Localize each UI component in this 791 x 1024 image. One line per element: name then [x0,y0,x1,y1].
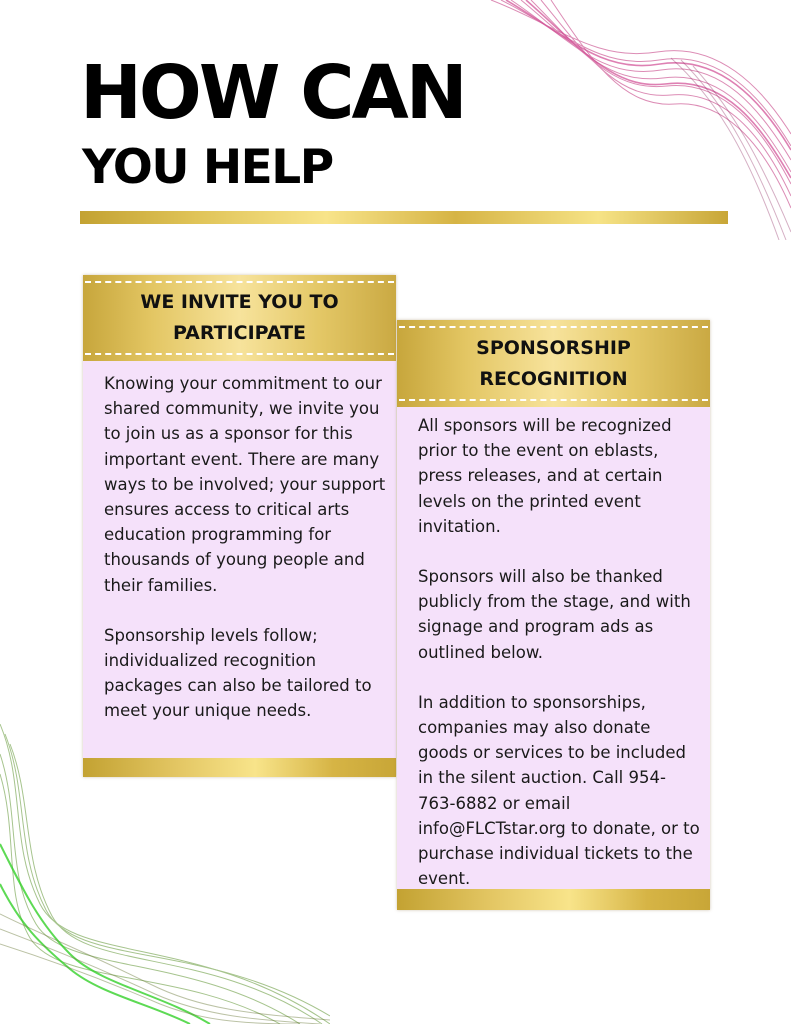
recognition-card-footer-bar [397,889,710,910]
participate-card-header [83,275,396,361]
participate-paragraph: Sponsorship levels follow; individualized recognition packages can also be tailored to meet your unique needs. [104,625,372,721]
participate-card-body [83,361,396,724]
participate-paragraph: Knowing your commitment to our shared community, we invite you to join us as a sponsor for this important event. There are many ways to be involved; your support ensures access to critical arts education programming for thousands of young people and their families. [104,374,386,595]
recognition-card-body [397,407,710,891]
recognition-paragraph: All sponsors will be recognized prior to the event on eblasts, press releases, and at certain levels on the printed event invitation. [418,416,672,536]
page-title: HOW CAN [80,50,465,136]
participate-card [83,275,396,777]
gold-divider [80,211,728,224]
participate-heading: WE INVITE YOU TO PARTICIPATE [140,291,339,344]
pink-ribbon-decoration-icon [431,0,791,240]
page-subtitle: YOU HELP [82,140,333,195]
recognition-paragraph: In addition to sponsorships, companies may also donate goods or services to be included in the silent auction. Call 954-763-6882 or email info@FLCTstar.org to donate, or to purchase individual tickets to the event. [418,692,700,889]
participate-card-footer-bar [83,758,396,777]
recognition-heading: SPONSORSHIP RECOGNITION [476,336,631,390]
recognition-card [397,320,710,910]
recognition-paragraph: Sponsors will also be thanked publicly from the stage, and with signage and program ads as outlined below. [418,567,691,662]
recognition-card-header [397,320,710,407]
